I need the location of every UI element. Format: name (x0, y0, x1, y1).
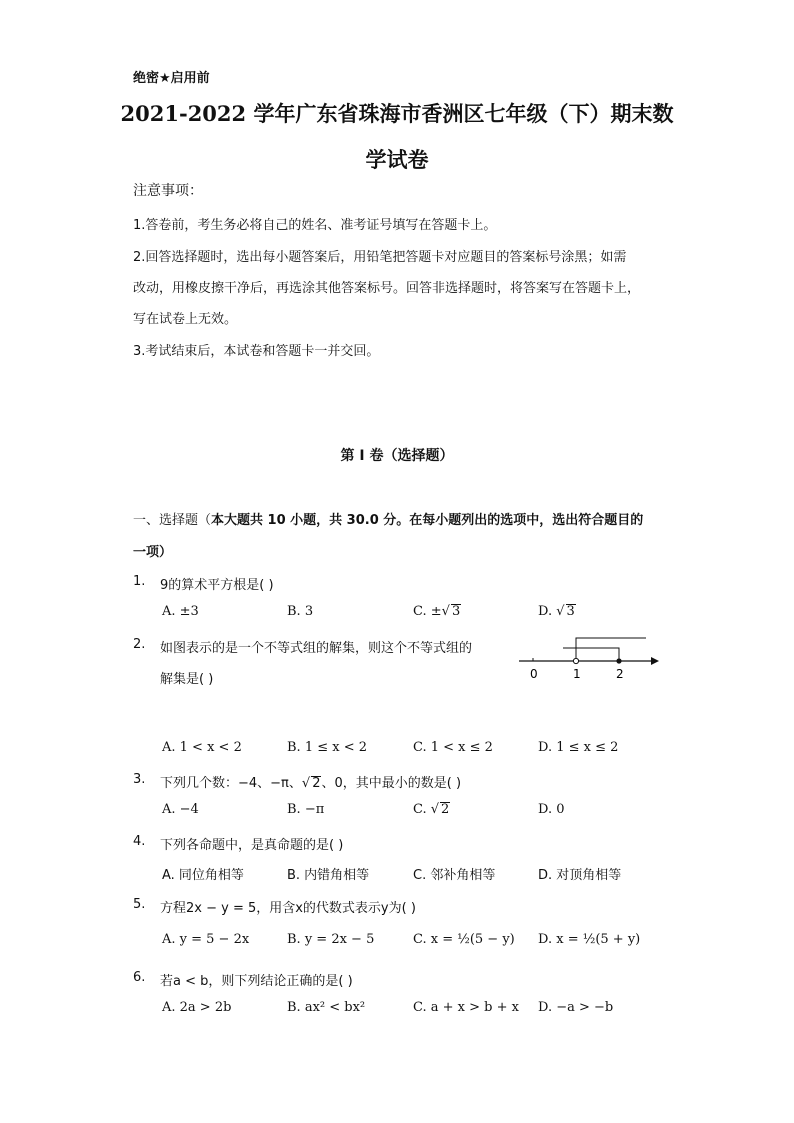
question-text: 下列几个数：−4、−π、√ 2、0，其中最小的数是( ) (160, 776, 462, 791)
option-a: A. 2a > 2b (162, 1000, 232, 1015)
option-a: A. y = 5 − 2x (162, 932, 250, 947)
option-d: D. 1 ≤ x ≤ 2 (538, 740, 619, 755)
volume-title: 第 I 卷（选择题） (340, 448, 454, 464)
tick-label-2: 2 (616, 667, 624, 681)
open-dot-1 (573, 658, 578, 663)
question-text: 方程2x − y = 5，用含x的代数式表示y为( ) (160, 901, 416, 916)
section-heading: 一、选择题（本大题共 10 小题，共 30.0 分。在每小题列出的选项中，选出符合题目的 (133, 513, 644, 528)
question-number: 3. (133, 772, 146, 787)
option-b: B. ax² < bx² (287, 1000, 366, 1015)
axis-arrow (651, 657, 659, 665)
option-b: B. 1 ≤ x < 2 (287, 740, 368, 755)
exam-title-line1: 2021-2022 学年广东省珠海市香洲区七年级（下）期末数 (120, 101, 674, 126)
secret-mark: 绝密★启用前 (133, 71, 210, 86)
option-d: D. 对顶角相等 (538, 868, 622, 883)
option-a: A. 1 < x < 2 (162, 740, 242, 755)
notice-line: 2.回答选择题时，选出每小题答案后，用铅笔把答题卡对应题目的答案标号涂黑；如需 (133, 250, 627, 265)
option-b: B. y = 2x − 5 (287, 932, 375, 947)
question-text-cont: 解集是( ) (160, 672, 214, 687)
ray-from-1 (576, 638, 646, 661)
notice-line: 3.考试结束后，本试卷和答题卡一并交回。 (133, 344, 380, 359)
option-b: B. −π (287, 802, 325, 817)
option-c: C. √ 2 (413, 802, 450, 817)
option-d: D. −a > −b (538, 1000, 614, 1015)
option-b: B. 3 (287, 604, 314, 619)
notice-heading: 注意事项： (133, 183, 203, 199)
option-b: B. 内错角相等 (287, 868, 370, 883)
question-text: 9的算术平方根是( ) (160, 578, 274, 593)
notice-line: 改动，用橡皮擦干净后，再选涂其他答案标号。回答非选择题时，将答案写在答题卡上， (133, 281, 641, 296)
notice-line: 写在试卷上无效。 (133, 312, 238, 327)
option-a: A. 同位角相等 (162, 868, 244, 883)
tick-label-1: 1 (573, 667, 581, 681)
option-c: C. ±√ 3 (413, 604, 461, 619)
exam-title-line2: 学试卷 (365, 147, 429, 172)
option-c: C. 邻补角相等 (413, 868, 496, 883)
number-line-figure (515, 632, 665, 682)
question-number: 2. (133, 637, 146, 652)
option-c: C. 1 < x ≤ 2 (413, 740, 493, 755)
question-number: 5. (133, 897, 146, 912)
question-text: 下列各命题中，是真命题的是( ) (160, 838, 344, 853)
notice-line: 1.答卷前，考生务必将自己的姓名、准考证号填写在答题卡上。 (133, 218, 497, 233)
option-c: C. x = ½(5 − y) (413, 932, 515, 947)
section-heading-cont: 一项） (133, 545, 173, 560)
option-a: A. ±3 (162, 604, 199, 619)
option-c: C. a + x > b + x (413, 1000, 519, 1015)
question-number: 6. (133, 970, 146, 985)
tick-label-0: 0 (530, 667, 538, 681)
question-text: 若a < b，则下列结论正确的是( ) (160, 974, 353, 989)
option-d: D. 0 (538, 802, 565, 817)
closed-dot-2 (616, 658, 621, 663)
option-a: A. −4 (162, 802, 199, 817)
question-text: 如图表示的是一个不等式组的解集，则这个不等式组的 (160, 641, 473, 656)
option-d: D. √ 3 (538, 604, 575, 619)
option-d: D. x = ½(5 + y) (538, 932, 641, 947)
question-number: 4. (133, 834, 146, 849)
ray-to-2 (563, 648, 619, 661)
question-number: 1. (133, 574, 146, 589)
